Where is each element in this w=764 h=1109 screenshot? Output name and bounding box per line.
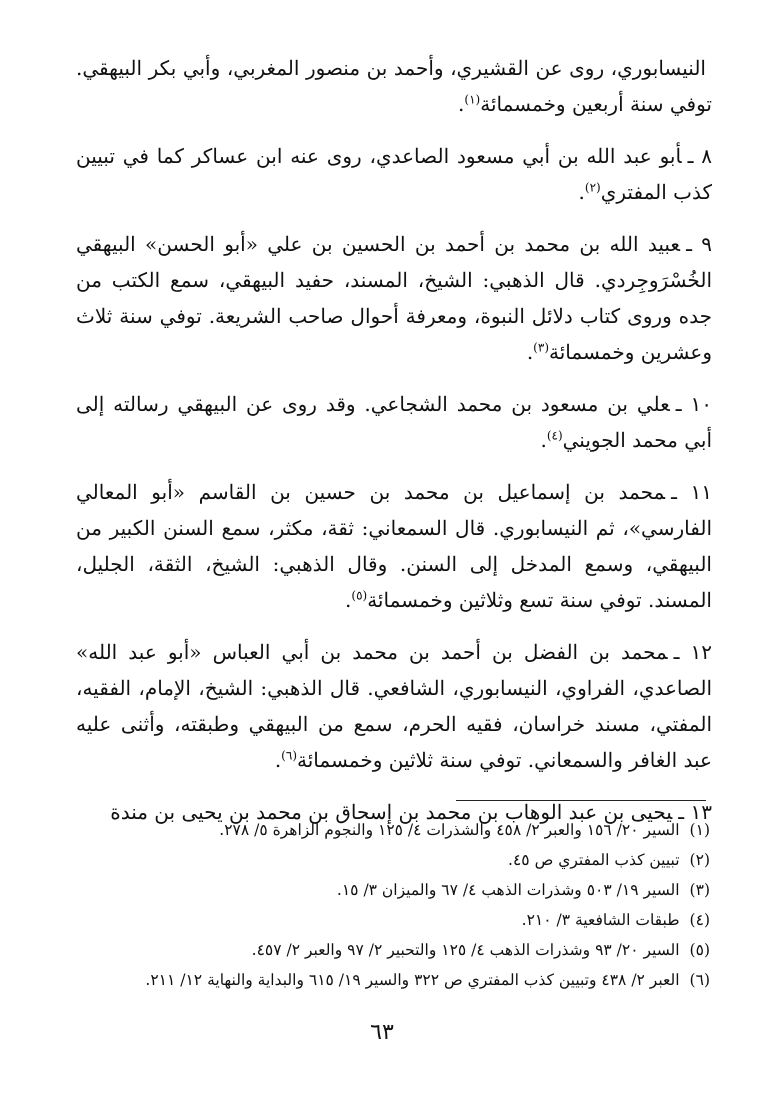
footnote-item xyxy=(80,875,710,905)
entry-number: ٨ ـ xyxy=(687,144,712,168)
footnote-number: (٣) xyxy=(689,881,710,899)
entry-text: علي بن مسعود بن محمد الشجاعي. وقد روى عن البيهقي رسالته إلى أبي محمد الجويني xyxy=(76,392,712,452)
footnote-item xyxy=(80,845,710,875)
footnote-ref: (٢) xyxy=(584,180,601,195)
footnote-ref: (١) xyxy=(464,92,481,107)
entry-number: ١٠ ـ xyxy=(675,392,712,416)
footnote-text: السير ٢٠/ ١٥٦ والعبر ٢/ ٤٥٨ والشذرات ٤/ ١٢٥ والنجوم الزاهرة ٥/ ٢٧٨. xyxy=(219,821,680,839)
footnote-ref: (٣) xyxy=(533,340,549,355)
paragraph-entry-12: ١٢ ـمحمد بن الفضل بن أحمد بن محمد بن أبي العباس «أبو عبد الله» الصاعدي، الفراوي، النيسابوري، الشافعي. قال الذهبي: الشيخ، الإمام، الفقيه، المفتي، مسند خراسان، فقيه الحرم، سمع من البيهقي وطبقته، وأثنى عليه عبد الغافر والسمعاني. توفي سنة ثلاثين وخمسمائة$^{(٦)}$. xyxy=(76,640,712,772)
footnote-number: (٥) xyxy=(689,941,710,959)
footnote-number: (٤) xyxy=(689,911,710,929)
entry-number: ١١ ـ xyxy=(671,480,712,504)
footnote-ref: (٤) xyxy=(546,428,563,443)
entry-text: عبيد الله بن محمد بن أحمد بن الحسين بن علي «أبو الحسن» البيهقي الخُسْرَوجِردي. قال الذهبي: الشيخ، المسند، حفيد البيهقي، سمع الكتب من جده وروى كتاب دلائل النبوة، ومعرفة أحوال صاحب الشريعة. توفي سنة ثلاث وعشرين وخمسمائة xyxy=(76,232,712,364)
footnote-item xyxy=(80,905,710,935)
footnote-number: (٦) xyxy=(689,971,710,989)
main-text xyxy=(76,50,712,846)
footnote-number: (١) xyxy=(689,821,710,839)
paragraph-entry-10: ١٠ ـعلي بن مسعود بن محمد الشجاعي. وقد روى عن البيهقي رسالته إلى أبي محمد الجويني$^{(٤)}$. xyxy=(76,392,712,452)
paragraph-continuation: النيسابوري، روى عن القشيري، وأحمد بن منصور المغربي، وأبي بكر البيهقي. توفي سنة أربعين وخمسمائة$^{(١)}$. xyxy=(76,56,712,116)
entry-text: محمد بن إسماعيل بن محمد بن حسين بن القاسم «أبو المعالي الفارسي»، ثم النيسابوري. قال السمعاني: ثقة، مكثر، سمع السنن الكبير من البيهقي، وسمع المدخل إلى السنن. وقال الذهبي: الشيخ، الثقة، الجليل، المسند. توفي سنة تسع وثلاثين وخمسمائة xyxy=(76,480,712,612)
entry-text: يحيى بن عبد الوهاب بن محمد بن إسحاق بن محمد بن يحيى بن مندة xyxy=(110,800,673,824)
footnote-text: السير ٢٠/ ٩٣ وشذرات الذهب ٤/ ١٢٥ والتحبير ٢/ ٩٧ والعبر ٢/ ٤٥٧. xyxy=(251,941,680,959)
footnote-ref: (٥) xyxy=(351,588,368,603)
paragraph-entry-9: ٩ ـعبيد الله بن محمد بن أحمد بن الحسين بن علي «أبو الحسن» البيهقي الخُسْرَوجِردي. قال الذهبي: الشيخ، المسند، حفيد البيهقي، سمع الكتب من جده وروى كتاب دلائل النبوة، ومعرفة أحوال صاحب الشريعة. توفي سنة ثلاث وعشرين وخمسمائة$^{(٣)}$. xyxy=(76,232,713,364)
entry-number: ٩ ـ xyxy=(686,232,713,256)
footnote-item xyxy=(80,815,710,845)
footnote-item xyxy=(80,965,710,995)
page-number: ٦٣ xyxy=(370,1020,394,1045)
entry-number: ١٢ ـ xyxy=(673,640,712,664)
footnotes xyxy=(80,815,710,995)
footnote-text: تبيين كذب المفتري ص ٤٥. xyxy=(508,851,680,869)
entry-text: محمد بن الفضل بن أحمد بن محمد بن أبي العباس «أبو عبد الله» الصاعدي، الفراوي، النيسابوري، الشافعي. قال الذهبي: الشيخ، الإمام، الفقيه، المفتي، مسند خراسان، فقيه الحرم، سمع من البيهقي وطبقته، وأثنى عليه عبد الغافر والسمعاني. توفي سنة ثلاثين وخمسمائة xyxy=(76,640,712,772)
footnote-text: العبر ٢/ ٤٣٨ وتبيين كذب المفتري ص ٣٢٢ والسير ١٩/ ٦١٥ والبداية والنهاية ١٢/ ٢١١. xyxy=(145,971,680,989)
footnote-number: (٢) xyxy=(689,851,710,869)
paragraph-entry-8: ٨ ـأبو عبد الله بن أبي مسعود الصاعدي، روى عنه ابن عساكر كما في تبيين كذب المفتري$^{(٢)}$. xyxy=(76,144,712,204)
footnote-ref: (٦) xyxy=(281,748,297,763)
footnote-text: السير ١٩/ ٥٠٣ وشذرات الذهب ٤/ ٦٧ والميزان ٣/ ١٥. xyxy=(336,881,680,899)
footnote-text: طبقات الشافعية ٣/ ٢١٠. xyxy=(521,911,680,929)
paragraph-entry-11: ١١ ـمحمد بن إسماعيل بن محمد بن حسين بن القاسم «أبو المعالي الفارسي»، ثم النيسابوري. قال السمعاني: ثقة، مكثر، سمع السنن الكبير من البيهقي، وسمع المدخل إلى السنن. وقال الذهبي: الشيخ، الثقة، الجليل، المسند. توفي سنة تسع وثلاثين وخمسمائة$^{(٥)}$. xyxy=(76,480,712,612)
entry-text: النيسابوري، روى عن القشيري، وأحمد بن منصور المغربي، وأبي بكر البيهقي. توفي سنة أربعين وخمسمائة xyxy=(76,56,712,116)
entry-text: أبو عبد الله بن أبي مسعود الصاعدي، روى عنه ابن عساكر كما في تبيين كذب المفتري xyxy=(76,144,712,204)
entry-number: ١٣ ـ xyxy=(678,800,712,824)
footnote-divider xyxy=(456,800,706,801)
footnote-item xyxy=(80,935,710,965)
